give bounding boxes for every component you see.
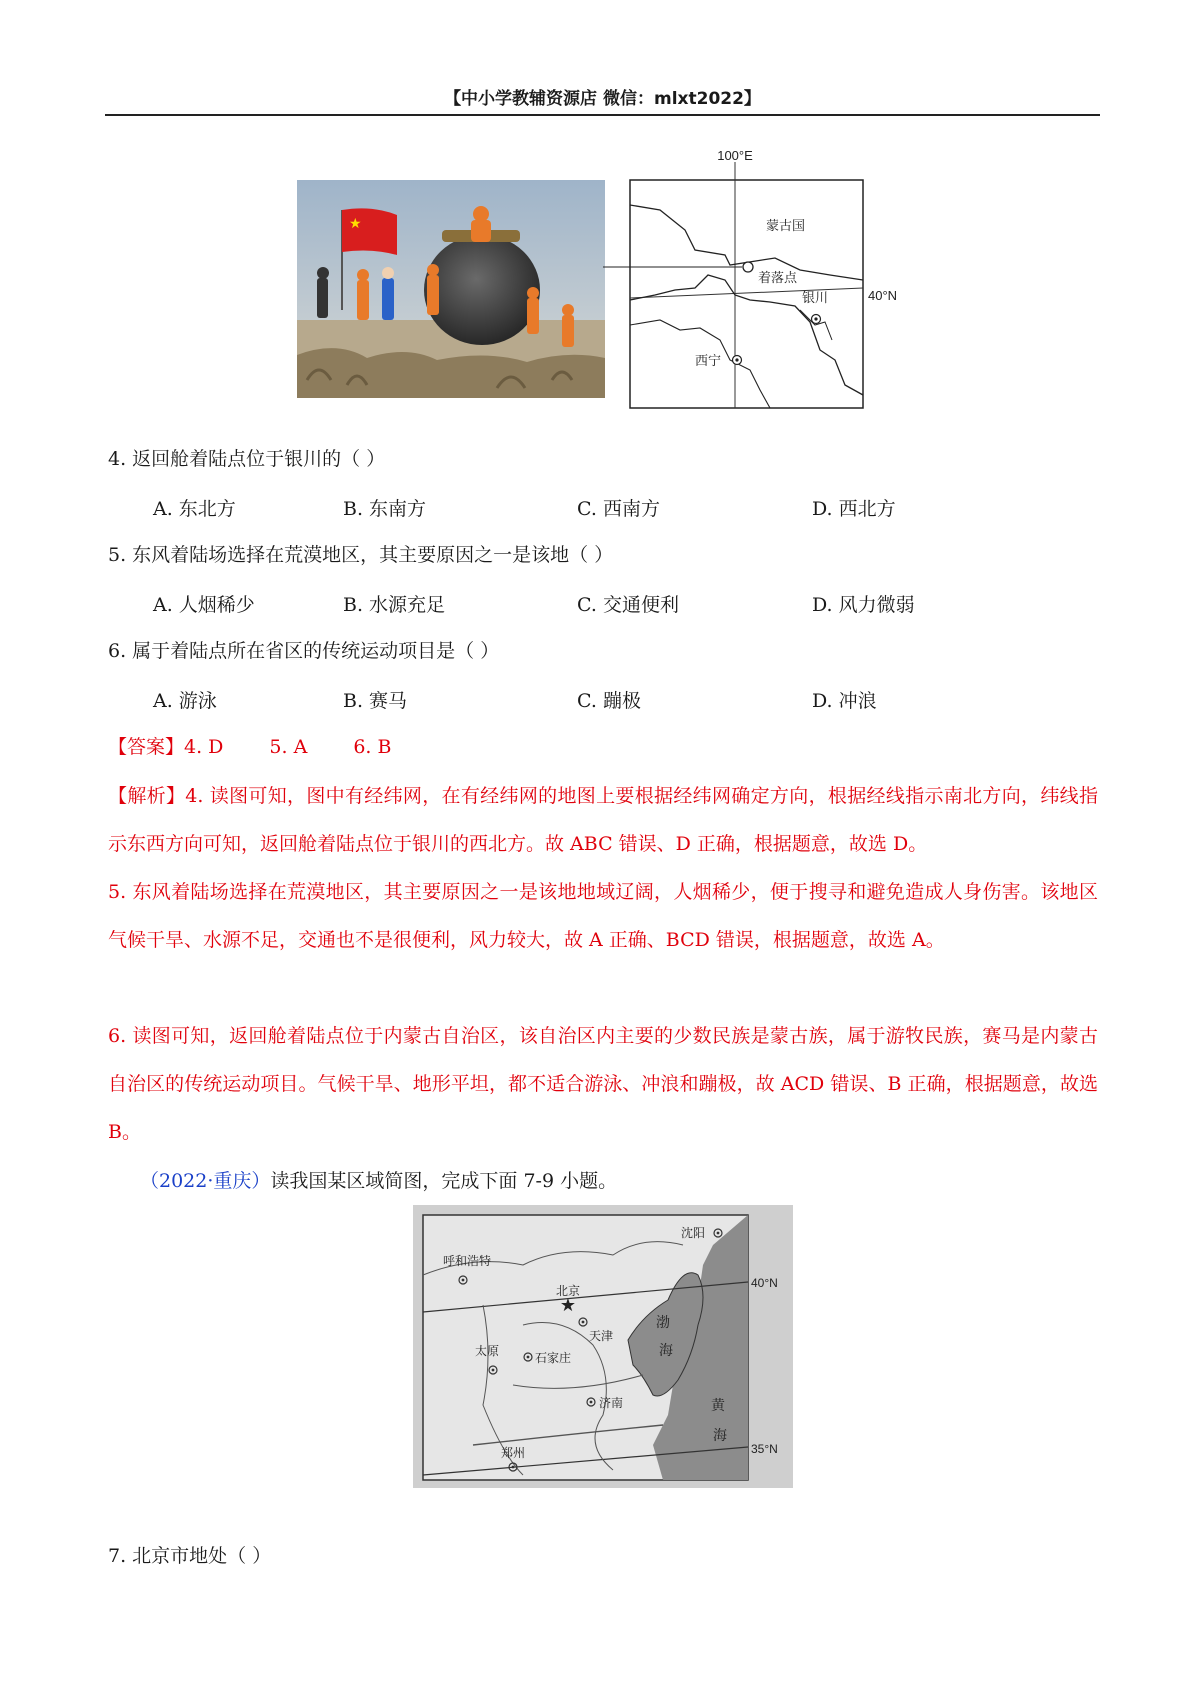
- q4-option-b: B. 东南方: [343, 498, 427, 520]
- city-hohhot: 呼和浩特: [443, 1254, 492, 1268]
- analysis-q6: 6. 读图可知，返回舱着陆点位于内蒙古自治区，该自治区内主要的少数民族是蒙古族，属于游牧民族，赛马是内蒙古自治区的传统运动项目。气候干旱、地形平坦，都不适合游泳、冲浪和蹦极，故 ACD 错误、B 正确，根据题意，故选 B。: [108, 1025, 1098, 1143]
- north-china-region-map: [413, 1205, 793, 1488]
- city-tianjin: 天津: [589, 1329, 614, 1343]
- mongolia-label: 蒙古国: [766, 218, 806, 233]
- q5-option-c: C. 交通便利: [577, 594, 679, 616]
- q6-option-a: A. 游泳: [153, 690, 217, 712]
- q6-option-b: B. 赛马: [343, 690, 408, 712]
- q5-option-d: D. 风力微弱: [812, 594, 915, 616]
- question-7-stem: 7. 北京市地处（ ）: [108, 1545, 272, 1567]
- landing-location-map: [600, 150, 920, 412]
- question-6-stem: 6. 属于着陆点所在省区的传统运动项目是（ ）: [108, 640, 500, 662]
- yellow-sea-label-1: 黄: [711, 1397, 725, 1413]
- q5-option-b: B. 水源充足: [343, 594, 446, 616]
- bohai-label-2: 海: [659, 1342, 673, 1358]
- answer-line: [108, 734, 391, 761]
- city-zhengzhou: 郑州: [501, 1446, 526, 1460]
- answer-4: 4. D: [184, 736, 224, 758]
- answer-label: 【答案】: [108, 736, 185, 758]
- question-5-stem: 5. 东风着陆场选择在荒漠地区，其主要原因之一是该地（ ）: [108, 544, 614, 566]
- section-text: 读我国某区域简图，完成下面 7-9 小题。: [270, 1170, 618, 1192]
- bohai-label-1: 渤: [656, 1314, 670, 1330]
- section-intro: [140, 1168, 617, 1195]
- city-shijiazhuang: 石家庄: [535, 1351, 572, 1365]
- question-4-stem: 4. 返回舱着陆点位于银川的（ ）: [108, 448, 386, 470]
- page-header: 【中小学教辅资源店 微信：mlxt2022】: [444, 89, 761, 109]
- q4-option-d: D. 西北方: [812, 498, 896, 520]
- q4-option-a: A. 东北方: [153, 498, 236, 520]
- city-shenyang: 沈阳: [681, 1226, 706, 1240]
- svg-text:★: ★: [559, 1295, 577, 1315]
- capsule-landing-photo: [297, 180, 605, 398]
- landing-point-label: 着落点: [758, 270, 798, 285]
- q5-option-a: A. 人烟稀少: [153, 594, 255, 616]
- city-jinan: 济南: [599, 1396, 624, 1410]
- lat-35-label: 35°N: [751, 1442, 778, 1456]
- analysis-q4: 【解析】4. 读图可知，图中有经纬网，在有经纬网的地图上要根据经纬网确定方向，根据经线指示南北方向，纬线指示东西方向可知，返回舱着陆点位于银川的西北方。故 ABC 错误、D 正确，根据题意，故选 D。: [108, 785, 1098, 855]
- xining-label: 西宁: [695, 353, 722, 368]
- city-taiyuan: 太原: [475, 1344, 500, 1358]
- answer-6: 6. B: [353, 736, 392, 758]
- q6-option-c: C. 蹦极: [577, 690, 641, 712]
- latitude-label: 40°N: [868, 288, 898, 303]
- yinchuan-label: 银川: [802, 290, 829, 305]
- header-divider: [105, 114, 1100, 116]
- yellow-sea-label-2: 海: [713, 1427, 727, 1443]
- longitude-label: 100°E: [717, 150, 753, 163]
- analysis-q5: 5. 东风着陆场选择在荒漠地区，其主要原因之一是该地地域辽阔，人烟稀少，便于搜寻和避免造成人身伤害。该地区气候干旱、水源不足，交通也不是很便利，风力较大，故 A 正确、BCD 错误，根据题意，故选 A。: [108, 881, 1098, 951]
- lat-40-label: 40°N: [751, 1276, 778, 1290]
- city-beijing: 北京: [556, 1284, 581, 1298]
- q4-option-c: C. 西南方: [577, 498, 660, 520]
- section-source: （2022·重庆）: [140, 1170, 271, 1192]
- q6-option-d: D. 冲浪: [812, 690, 877, 712]
- answer-5: 5. A: [269, 736, 308, 758]
- svg-text:★: ★: [349, 216, 362, 232]
